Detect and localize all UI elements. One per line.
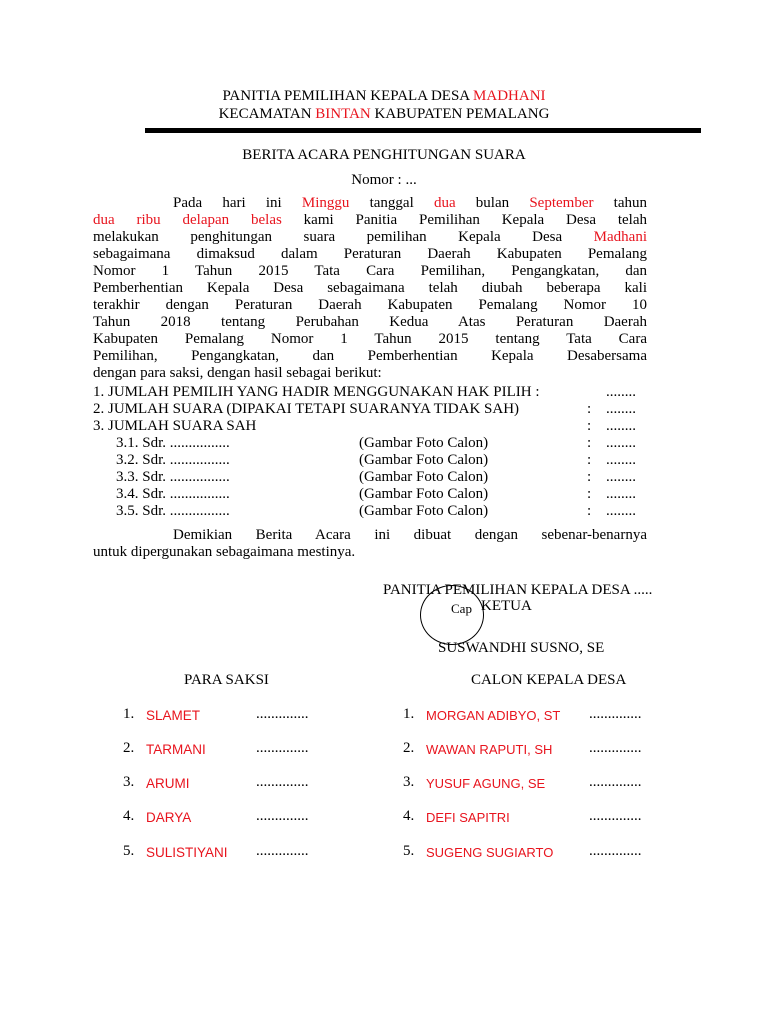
- closing-paragraph: Demikian Berita Acara ini dibuat dengan sebenar-benarnya untuk dipergunakan sebagaimana mestinya.: [93, 527, 647, 560]
- witness-name: DARYA: [146, 810, 192, 825]
- result-value-2: ........: [606, 401, 636, 417]
- witness-signature-line: ..............: [256, 808, 309, 824]
- result-label: 1. JUMLAH PEMILIH YANG HADIR MENGGUNAKAN HAK PILIH :: [93, 384, 540, 400]
- result-value-1: ........: [606, 384, 636, 400]
- stamp-label: Cap: [451, 601, 472, 616]
- candidate-signature-line: ..............: [589, 774, 642, 790]
- candidate-number: 3.: [403, 774, 415, 790]
- vote-row-label: 3.5. Sdr. ................: [116, 503, 230, 519]
- witness-number: 5.: [123, 843, 135, 859]
- opening-paragraph: Pada hari ini Minggu tanggal dua bulan September tahun dua ribu delapan belas kami Panitia Pemilihan Kepala Desa telah melakukan penghitungan suara pemilihan Kepala Desa Madhani sebagaimana dimaksud dalam Peraturan Daerah Kabupaten Pemalang Nomor 1 Tahun 2015 Tata Cara Pemilihan, Pengangkatan, dan Pemberhentian Kepala Desa sebagaimana telah diubah beberapa kali terakhir dengan Peraturan Daerah Kabupaten Pemalang Nomor 10 Tahun 2018 tentang Perubahan Kedua Atas Peraturan Daerah Kabupaten Pemalang Nomor 1 Tahun 2015 tentang Tata Cara Pemilihan, Pengangkatan, dan Pemberhentian Kepala Desabersama dengan para saksi, dengan hasil sebagai berikut:: [93, 195, 648, 381]
- photo-placeholder: (Gambar Foto Calon): [359, 469, 489, 485]
- candidate-number: 2.: [403, 740, 415, 756]
- vote-colon: :: [587, 486, 592, 502]
- witness-number: 3.: [123, 774, 135, 790]
- photo-placeholder: (Gambar Foto Calon): [359, 486, 489, 502]
- signature-name: SUSWANDHI SUSNO, SE: [438, 640, 605, 656]
- witness-signature-line: ..............: [256, 706, 309, 722]
- vote-row-label: 3.1. Sdr. ................: [116, 435, 230, 451]
- result-row-3: 3. JUMLAH SUARA SAH: [93, 418, 257, 434]
- witness-number: 1.: [123, 706, 135, 722]
- candidate-number: 5.: [403, 843, 415, 859]
- header-line-2: [0, 105, 768, 123]
- candidate-name: SUGENG SUGIARTO: [426, 845, 554, 860]
- vote-value: ........: [606, 486, 636, 502]
- witness-name: TARMANI: [146, 742, 206, 757]
- year-text: dua ribu delapan belas: [93, 212, 282, 228]
- candidate-signature-line: ..............: [589, 740, 642, 756]
- witness-name: SLAMET: [146, 708, 201, 723]
- candidate-signature-line: ..............: [589, 843, 642, 859]
- candidate-name: DEFI SAPITRI: [426, 810, 510, 825]
- witness-signature-line: ..............: [256, 774, 309, 790]
- vote-row-label: 3.4. Sdr. ................: [116, 486, 230, 502]
- vote-value: ........: [606, 503, 636, 519]
- vote-value: ........: [606, 469, 636, 485]
- candidate-number: 4.: [403, 808, 415, 824]
- witnesses-heading: PARA SAKSI: [184, 672, 269, 688]
- witness-name: ARUMI: [146, 776, 190, 791]
- witness-signature-line: ..............: [256, 843, 309, 859]
- candidate-number: 1.: [403, 706, 415, 722]
- vote-colon: :: [587, 452, 592, 468]
- candidate-name: WAWAN RAPUTI, SH: [426, 742, 553, 757]
- header-line-1: [0, 87, 768, 105]
- photo-placeholder: (Gambar Foto Calon): [359, 435, 489, 451]
- document-number: Nomor : ...: [351, 172, 417, 188]
- day-name: Minggu: [301, 195, 350, 211]
- vote-colon: :: [587, 503, 592, 519]
- photo-placeholder: (Gambar Foto Calon): [359, 503, 489, 519]
- committee-title: PANITIA PEMILIHAN KEPALA DESA: [222, 88, 474, 104]
- regency-name: KABUPATEN PEMALANG: [370, 106, 550, 122]
- witness-name: SULISTIYANI: [146, 845, 228, 860]
- result-row-2: 2. JUMLAH SUARA (DIPAKAI TETAPI SUARANYA TIDAK SAH): [93, 401, 520, 417]
- date-value: dua: [433, 195, 456, 211]
- witness-number: 4.: [123, 808, 135, 824]
- candidate-signature-line: ..............: [589, 706, 642, 722]
- header-divider: [145, 128, 701, 133]
- candidate-signature-line: ..............: [589, 808, 642, 824]
- candidate-name: MORGAN ADIBYO, ST: [426, 708, 561, 723]
- vote-row-label: 3.2. Sdr. ................: [116, 452, 230, 468]
- candidates-heading: CALON KEPALA DESA: [471, 672, 627, 688]
- vote-value: ........: [606, 452, 636, 468]
- vote-colon: :: [587, 469, 592, 485]
- village-name-inline: Madhani: [593, 229, 647, 245]
- signature-role: KETUA: [481, 598, 532, 614]
- vote-colon: :: [587, 435, 592, 451]
- result-row-1: [93, 384, 540, 401]
- photo-placeholder: (Gambar Foto Calon): [359, 452, 489, 468]
- document-title: BERITA ACARA PENGHITUNGAN SUARA: [242, 147, 526, 163]
- month-name: September: [529, 195, 594, 211]
- witness-signature-line: ..............: [256, 740, 309, 756]
- witness-number: 2.: [123, 740, 135, 756]
- result-value-3: ........: [606, 418, 636, 434]
- candidate-name: YUSUF AGUNG, SE: [426, 776, 546, 791]
- village-name: MADHANI: [473, 88, 546, 104]
- district-prefix: KECAMATAN: [218, 106, 316, 122]
- vote-row-label: 3.3. Sdr. ................: [116, 469, 230, 485]
- signature-committee: PANITIA PEMILIHAN KEPALA DESA .....: [383, 582, 653, 598]
- district-name: BINTAN: [315, 106, 371, 122]
- result-colon-3: :: [587, 418, 592, 434]
- result-colon-2: :: [587, 401, 592, 417]
- vote-value: ........: [606, 435, 636, 451]
